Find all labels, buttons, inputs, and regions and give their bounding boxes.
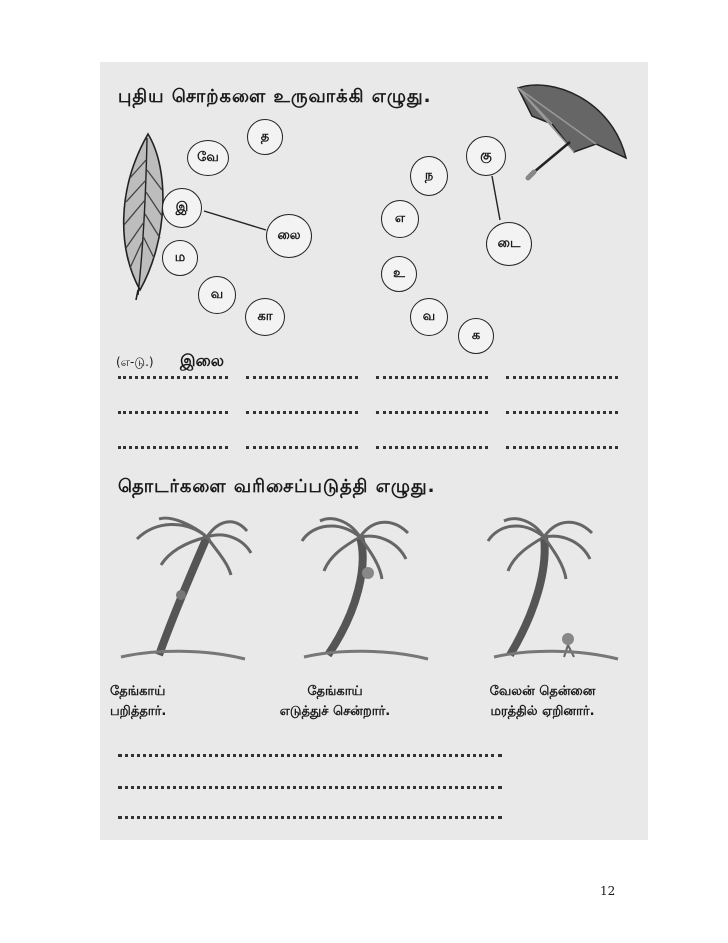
answer-line[interactable] <box>506 376 618 379</box>
coconut-tree-illustration-1 <box>115 515 255 665</box>
caption-1-line2: பறித்தார். <box>110 704 167 719</box>
answer-line[interactable] <box>246 446 358 449</box>
caption-2-line1: தேங்காய் <box>307 684 363 699</box>
letter-circle-i[interactable]: இ <box>162 188 202 228</box>
caption-1 <box>110 682 220 722</box>
leaf-illustration <box>110 130 170 300</box>
answer-line[interactable] <box>376 411 488 414</box>
umbrella-illustration <box>512 80 632 190</box>
answer-line[interactable] <box>376 376 488 379</box>
answer-line[interactable] <box>118 411 228 414</box>
coconut-tree-illustration-2 <box>298 515 438 665</box>
letter-circle-kaa[interactable]: கா <box>245 298 285 336</box>
letter-circle-ku[interactable]: கு <box>466 136 506 176</box>
caption-2-line2: எடுத்துச் சென்றார். <box>279 704 391 719</box>
letter-circle-ve[interactable]: வே <box>187 140 229 176</box>
answer-line[interactable] <box>506 446 618 449</box>
letter-circle-ka[interactable]: க <box>458 318 494 354</box>
letter-circle-va[interactable]: வ <box>198 276 236 314</box>
page-number: 12 <box>600 884 616 898</box>
answer-line[interactable] <box>246 411 358 414</box>
example-word: இலை <box>180 351 224 370</box>
letter-circle-dai[interactable]: டை <box>486 222 532 266</box>
letter-circle-lai[interactable]: லை <box>266 214 312 258</box>
answer-line-long[interactable] <box>118 816 502 819</box>
answer-line[interactable] <box>506 411 618 414</box>
letter-circle-u[interactable]: உ <box>381 256 417 292</box>
caption-3-line2: மரத்தில் ஏறினார். <box>490 704 595 719</box>
answer-line-long[interactable] <box>118 786 502 789</box>
example-prefix: (எ-டு.) <box>116 355 154 369</box>
letter-circle-na[interactable]: ந <box>410 156 448 196</box>
exercise2-heading: தொடர்களை வரிசைப்படுத்தி எழுது. <box>118 476 436 497</box>
answer-line-long[interactable] <box>118 754 502 757</box>
exercise1-heading: புதிய சொற்களை உருவாக்கி எழுது. <box>118 86 432 107</box>
caption-3 <box>455 682 630 722</box>
letter-circle-tha[interactable]: த <box>247 119 283 155</box>
coconut-tree-illustration-3 <box>488 515 628 665</box>
letter-circle-va-2[interactable]: வ <box>410 298 448 336</box>
letter-circle-e[interactable]: எ <box>381 200 419 238</box>
answer-line[interactable] <box>376 446 488 449</box>
letter-circle-ma[interactable]: ம <box>162 240 198 276</box>
answer-line[interactable] <box>118 376 228 379</box>
answer-line[interactable] <box>246 376 358 379</box>
caption-3-line1: வேலன் தென்னை <box>489 684 596 699</box>
caption-1-line1: தேங்காய் <box>110 684 166 699</box>
answer-line[interactable] <box>118 446 228 449</box>
caption-2 <box>250 682 420 722</box>
